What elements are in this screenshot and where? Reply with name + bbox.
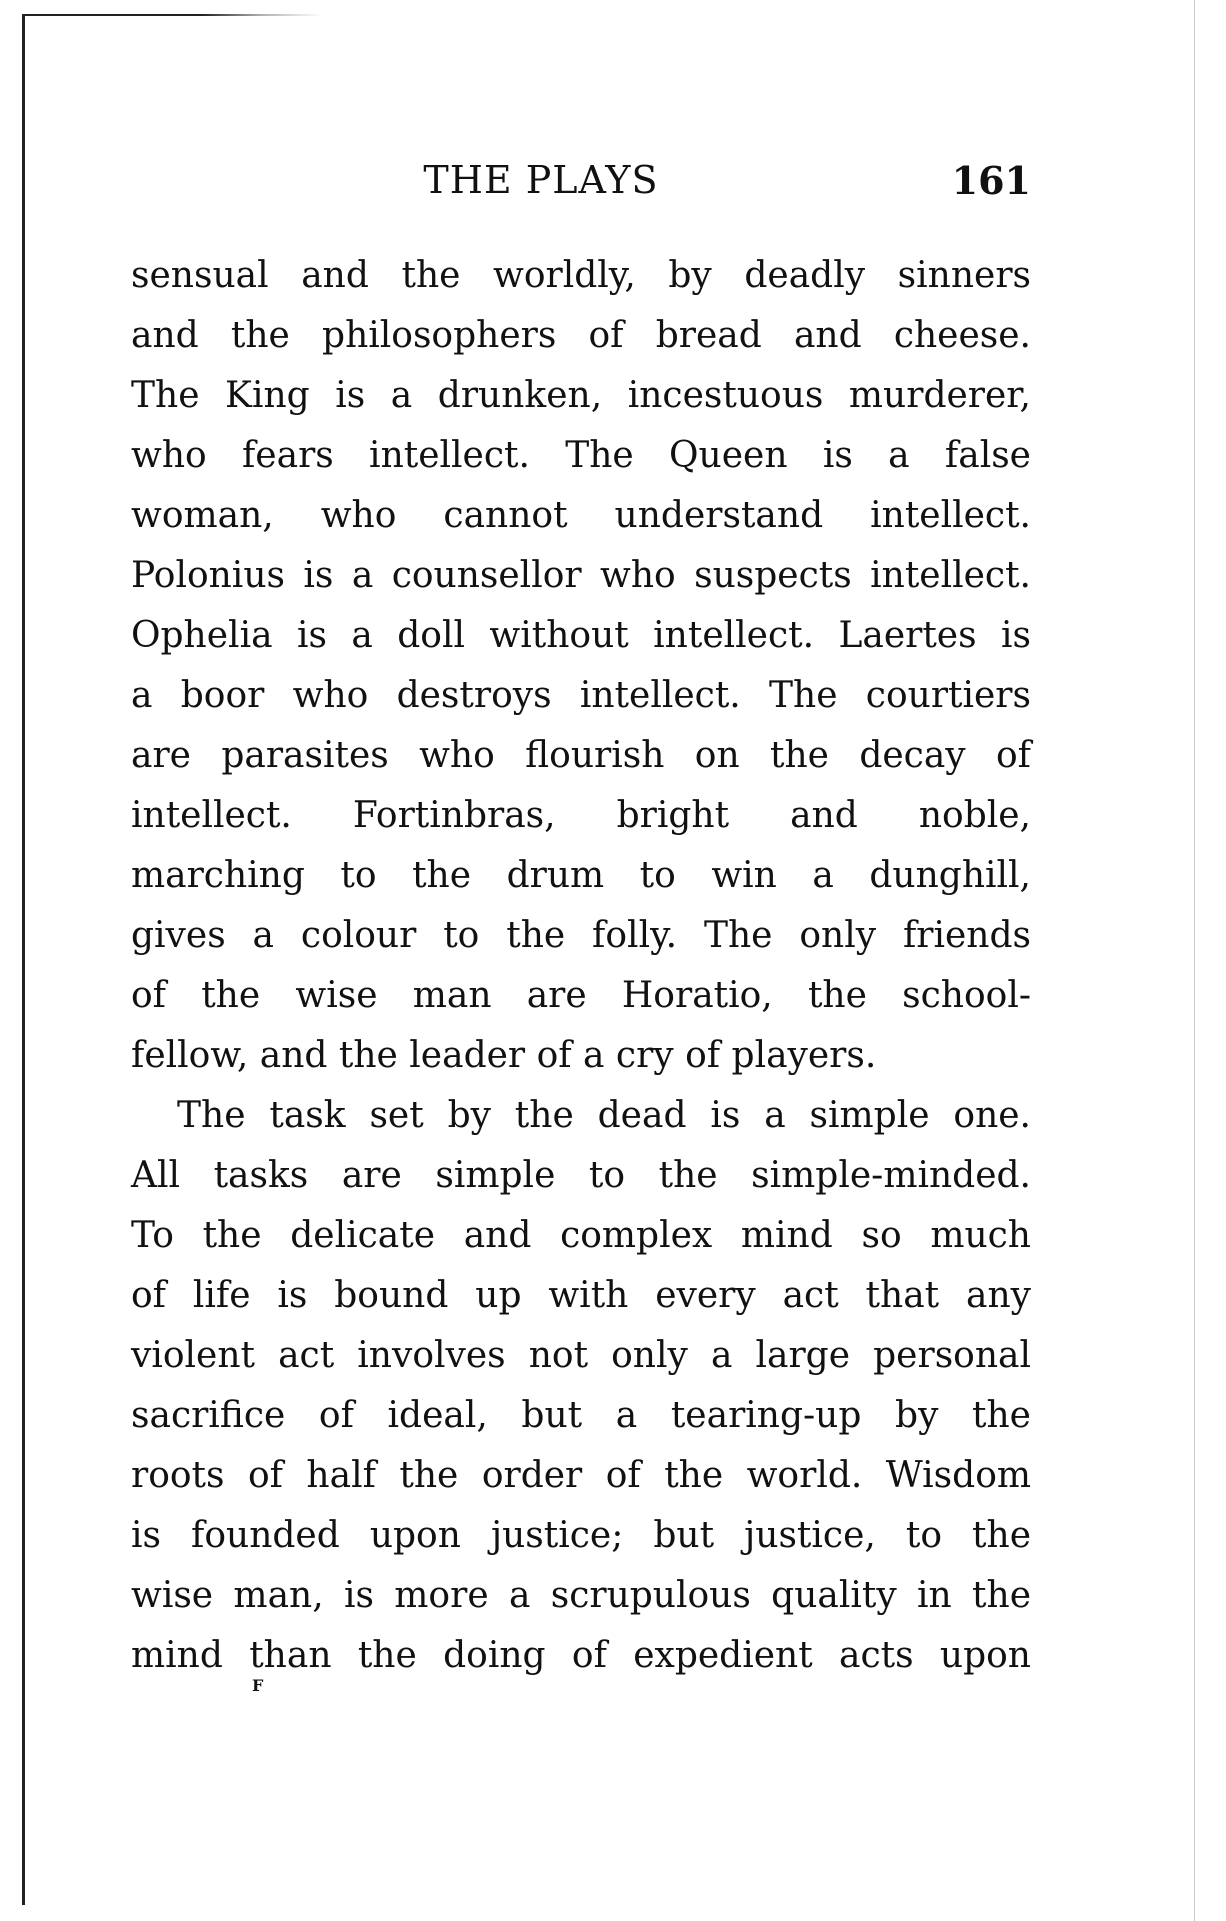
signature-mark: F: [252, 1676, 264, 1695]
text-line: gives a colour to the folly. The only friends: [131, 915, 1031, 956]
text-line: sensual and the worldly, by deadly sinners: [131, 255, 1031, 296]
text-line: who fears intellect. The Queen is a false: [131, 435, 1031, 476]
text-line: are parasites who flourish on the decay of: [131, 735, 1031, 776]
page-edge-left-rule: [22, 15, 25, 1905]
text-line: sacrifice of ideal, but a tearing-up by the: [131, 1395, 1031, 1436]
text-line: fellow, and the leader of a cry of players.: [131, 1035, 877, 1076]
body-text: [131, 246, 1031, 1686]
text-line: is founded upon justice; but justice, to the: [131, 1515, 1031, 1556]
text-line: and the philosophers of bread and cheese.: [131, 315, 1031, 356]
text-line: a boor who destroys intellect. The courtiers: [131, 675, 1031, 716]
text-line: of the wise man are Horatio, the school-: [131, 975, 1031, 1016]
text-line: Polonius is a counsellor who suspects intellect.: [131, 555, 1031, 596]
page-edge-top-rule: [22, 14, 322, 16]
text-line: marching to the drum to win a dunghill,: [131, 855, 1031, 896]
text-line: Ophelia is a doll without intellect. Laertes is: [131, 615, 1031, 656]
text-line: woman, who cannot understand intellect.: [131, 495, 1031, 536]
running-title: THE PLAYS: [423, 158, 659, 202]
text-line: To the delicate and complex mind so much: [131, 1215, 1031, 1256]
page-number: 161: [951, 158, 1031, 203]
page-edge-right-rule: [1194, 0, 1195, 1921]
text-line: The task set by the dead is a simple one.: [177, 1095, 1031, 1136]
running-header: [131, 158, 1031, 208]
text-line: mind than the doing of expedient acts upon: [131, 1635, 1031, 1676]
text-line: intellect. Fortinbras, bright and noble,: [131, 795, 1031, 836]
text-line: The King is a drunken, incestuous murderer,: [131, 375, 1031, 416]
text-line: violent act involves not only a large personal: [131, 1335, 1031, 1376]
text-line: of life is bound up with every act that any: [131, 1275, 1031, 1316]
text-line: roots of half the order of the world. Wisdom: [131, 1455, 1031, 1496]
text-line: All tasks are simple to the simple-minded.: [131, 1155, 1031, 1196]
text-line: wise man, is more a scrupulous quality in the: [131, 1575, 1031, 1616]
